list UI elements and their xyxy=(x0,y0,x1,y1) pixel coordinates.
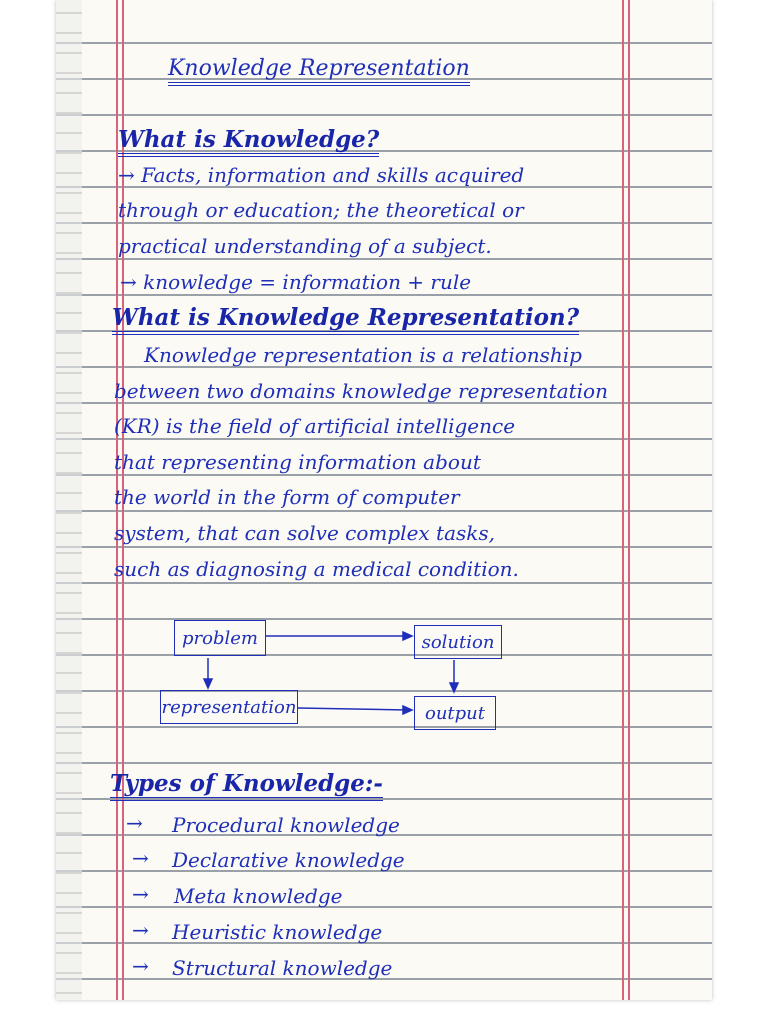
arrow-bullet-icon: → xyxy=(132,954,149,978)
heading-what-is-knowledge: What is Knowledge? xyxy=(118,128,379,157)
right-margin-line-inner xyxy=(628,0,630,1000)
section2-line: system, that can solve complex tasks, xyxy=(114,521,496,545)
diagram-box-solution: solution xyxy=(414,625,502,659)
diagram-box-output: output xyxy=(414,696,496,730)
heading-types-of-knowledge: Types of Knowledge:- xyxy=(110,772,383,801)
types-list-item: Declarative knowledge xyxy=(172,848,405,872)
section2-line: (KR) is the field of artificial intelligence xyxy=(114,414,516,438)
spiral-binding-edge xyxy=(56,0,82,1000)
diagram-box-representation: representation xyxy=(160,690,298,724)
section2-line: Knowledge representation is a relationship xyxy=(144,343,582,367)
arrow-bullet-icon: → xyxy=(132,882,149,906)
section1-line: → Facts, information and skills acquired xyxy=(118,163,525,187)
right-margin-line xyxy=(622,0,624,1000)
section2-line: the world in the form of computer xyxy=(114,485,460,509)
page-title: Knowledge Representation xyxy=(168,58,470,86)
arrow-bullet-icon: → xyxy=(126,811,143,835)
section2-line: such as diagnosing a medical condition. xyxy=(114,557,519,581)
section1-line: practical understanding of a subject. xyxy=(118,234,492,258)
section2-line: that representing information about xyxy=(114,450,481,474)
arrow-bullet-icon: → xyxy=(132,846,149,870)
types-list-item: Procedural knowledge xyxy=(172,813,400,837)
section2-line: between two domains knowledge representation xyxy=(114,379,608,403)
diagram-box-problem: problem xyxy=(174,620,266,656)
types-list-item: Meta knowledge xyxy=(174,884,343,908)
types-list-item: Heuristic knowledge xyxy=(172,920,383,944)
arrow-bullet-icon: → xyxy=(132,918,149,942)
section1-line: → knowledge = information + rule xyxy=(120,270,472,294)
heading-what-is-kr: What is Knowledge Representation? xyxy=(112,306,579,335)
types-list-item: Structural knowledge xyxy=(172,956,393,980)
section1-line: through or education; the theoretical or xyxy=(118,198,524,222)
